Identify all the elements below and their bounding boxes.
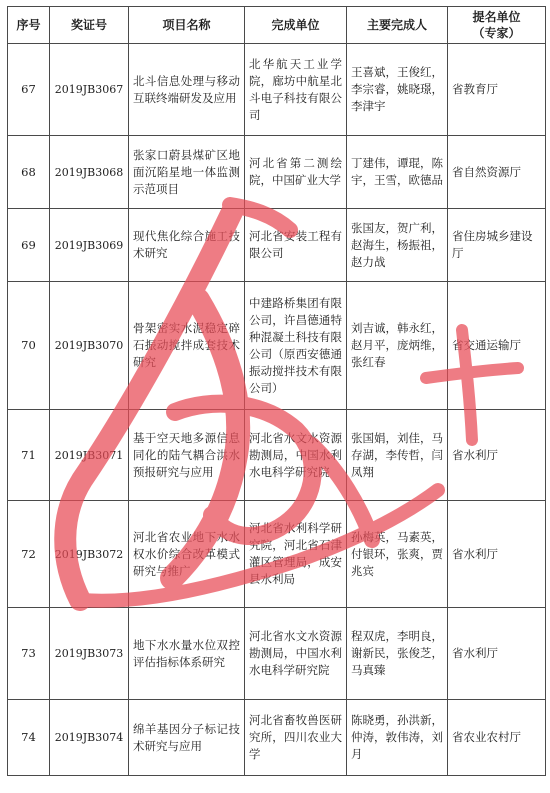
cell-project: 张家口蔚县煤矿区地面沉陷星地一体监测示范项目: [129, 136, 245, 209]
cell-certificate: 2019JB3073: [50, 608, 129, 700]
header-nominator: [448, 7, 546, 44]
cell-seq: 71: [8, 410, 50, 501]
header-nominator-line2: （专家）: [472, 26, 521, 40]
cell-project: 绵羊基因分子标记技术研究与应用: [129, 700, 245, 776]
cell-nominator: 省教育厅: [448, 44, 546, 136]
cell-people: 程双虎，李明良，谢新民，张俊芝，马真臻: [347, 608, 448, 700]
cell-nominator: 省住房城乡建设厅: [448, 209, 546, 282]
cell-project: 地下水水量水位双控评估指标体系研究: [129, 608, 245, 700]
cell-seq: 73: [8, 608, 50, 700]
cell-unit: 河北省水文水资源勘测局，中国水利水电科学研究院: [245, 608, 347, 700]
header-unit: 完成单位: [245, 7, 347, 44]
table-row: [8, 209, 546, 282]
cell-people: 孙梅英，马素英，付银环，张爽，贾兆宾: [347, 501, 448, 608]
award-table: [7, 6, 546, 776]
cell-unit: 河北省安装工程有限公司: [245, 209, 347, 282]
cell-project: 基于空天地多源信息同化的陆气耦合洪水预报研究与应用: [129, 410, 245, 501]
cell-people: 张国娟，刘佳，马存湖，李传哲，闫凤翔: [347, 410, 448, 501]
cell-certificate: 2019JB3072: [50, 501, 129, 608]
table-row: [8, 700, 546, 776]
cell-certificate: 2019JB3067: [50, 44, 129, 136]
cell-seq: 72: [8, 501, 50, 608]
cell-unit: 河北省第二测绘院，中国矿业大学: [245, 136, 347, 209]
cell-people: 丁建伟，谭琨，陈宇，王雪，欧德品: [347, 136, 448, 209]
header-project: 项目名称: [129, 7, 245, 44]
cell-people: 陈晓勇，孙洪新，仲涛，敦伟涛，刘月: [347, 700, 448, 776]
cell-seq: 67: [8, 44, 50, 136]
cell-nominator: 省水利厅: [448, 410, 546, 501]
cell-seq: 69: [8, 209, 50, 282]
cell-certificate: 2019JB3074: [50, 700, 129, 776]
cell-nominator: 省交通运输厅: [448, 282, 546, 410]
header-seq: 序号: [8, 7, 50, 44]
cell-project: 河北省农业地下水水权水价综合改革模式研究与推广: [129, 501, 245, 608]
cell-nominator: 省自然资源厅: [448, 136, 546, 209]
cell-nominator: 省水利厅: [448, 501, 546, 608]
cell-certificate: 2019JB3070: [50, 282, 129, 410]
cell-unit: 河北省水利科学研究院，河北省石津灌区管理局，成安县水利局: [245, 501, 347, 608]
table-row: [8, 136, 546, 209]
cell-seq: 68: [8, 136, 50, 209]
cell-certificate: 2019JB3068: [50, 136, 129, 209]
cell-unit: 北华航天工业学院，廊坊中航星北斗电子科技有限公司: [245, 44, 347, 136]
cell-nominator: 省农业农村厅: [448, 700, 546, 776]
table-row: [8, 410, 546, 501]
table-row: [8, 608, 546, 700]
table-header-row: [8, 7, 546, 44]
header-certificate: 奖证号: [50, 7, 129, 44]
cell-seq: 74: [8, 700, 50, 776]
cell-project: 现代焦化综合施工技术研究: [129, 209, 245, 282]
cell-unit: 河北省水文水资源勘测局，中国水利水电科学研究院: [245, 410, 347, 501]
cell-unit: 中建路桥集团有限公司，许昌德通特种混凝土科技有限公司（原西安德通振动搅拌技术有限公司）: [245, 282, 347, 410]
cell-people: 王喜斌，王俊红，李宗睿，姚晓璟，李津宇: [347, 44, 448, 136]
award-list-page: [7, 6, 545, 776]
table-row: [8, 44, 546, 136]
cell-nominator: 省水利厅: [448, 608, 546, 700]
cell-certificate: 2019JB3071: [50, 410, 129, 501]
cell-people: 张国友，贺广利，赵海生，杨振祖，赵力战: [347, 209, 448, 282]
header-nominator-line1: 提名单位: [472, 10, 521, 24]
cell-people: 刘吉诚，韩永红，赵月平，庞炳维，张红春: [347, 282, 448, 410]
header-people: 主要完成人: [347, 7, 448, 44]
cell-certificate: 2019JB3069: [50, 209, 129, 282]
cell-project: 北斗信息处理与移动互联终端研发及应用: [129, 44, 245, 136]
cell-seq: 70: [8, 282, 50, 410]
cell-project: 骨架密实水泥稳定碎石振动搅拌成套技术研究: [129, 282, 245, 410]
table-row: [8, 501, 546, 608]
cell-unit: 河北省畜牧兽医研究所，四川农业大学: [245, 700, 347, 776]
table-row: [8, 282, 546, 410]
